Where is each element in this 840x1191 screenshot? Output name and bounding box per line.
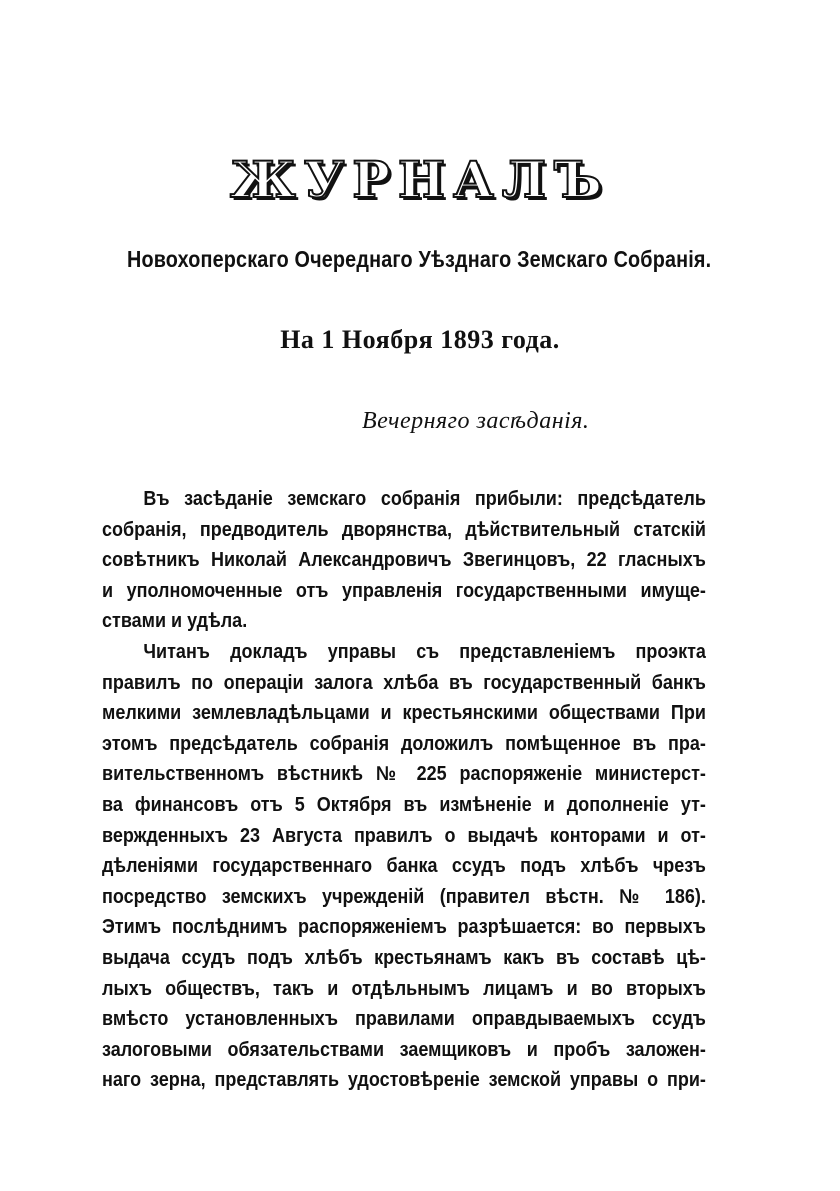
text-line: собранія, предводитель дворянства, дѣйствительный статскій [102,518,706,541]
text-line: этомъ предсѣдатель собранія доложилъ помѣщенное въ пра- [102,732,706,755]
document-subtitle: Новохоперскаго Очереднаго Уѣзднаго Земскаго Собранія. [127,246,712,272]
text-line: вержденныхъ 23 Августа правилъ о выдачѣ конторами и от- [102,824,706,847]
text-line: правилъ по операціи залога хлѣба въ государственный банкъ [102,671,706,694]
document-title: ЖУРНАЛЪ [230,150,610,209]
text-line: мелкими землевладѣльцами и крестьянскими обществами При [102,702,706,725]
text-line: ва финансовъ отъ 5 Октября въ измѣненіе и дополненіе ут- [102,793,706,816]
text-line: посредство земскихъ учрежденій (правител вѣстн. № 186). [102,885,706,908]
text-line: и уполномоченные отъ управленія государственными имуще- [102,579,706,602]
text-line: вмѣсто установленныхъ правилами оправдываемыхъ ссудъ [102,1008,706,1031]
session-name: Вечерняго засѣданія. [362,408,590,434]
text-line: наго зерна, представлять удостовѣреніе земской управы о при- [102,1069,706,1092]
session-date: На 1 Ноября 1893 года. [280,325,560,354]
text-line: залоговыми обязательствами заемщиковъ и пробъ заложен- [102,1038,706,1061]
body-text [102,484,706,1096]
text-line: дѣленіями государственнаго банка ссудъ подъ хлѣбъ чрезъ [102,855,706,878]
text-line: Въ засѣданіе земскаго собранія прибыли: предсѣдатель [143,488,706,510]
text-line: Этимъ послѣднимъ распоряженіемъ разрѣшается: во первыхъ [102,916,706,939]
text-line: выдача ссудъ подъ хлѣбъ крестьянамъ какъ въ составѣ цѣ- [102,946,706,969]
text-line: Читанъ докладъ управы съ представленіемъ проэкта [143,640,706,663]
text-line: совѣтникъ Николай Александровичъ Звегинцовъ, 22 гласныхъ [102,549,706,572]
text-line: лыхъ обществъ, такъ и отдѣльнымъ лицамъ и во вторыхъ [102,977,706,1000]
text-line: вительственномъ вѣстникѣ № 225 распоряженіе министерст- [102,763,706,786]
text-line: ствами и удѣла. [102,610,248,633]
